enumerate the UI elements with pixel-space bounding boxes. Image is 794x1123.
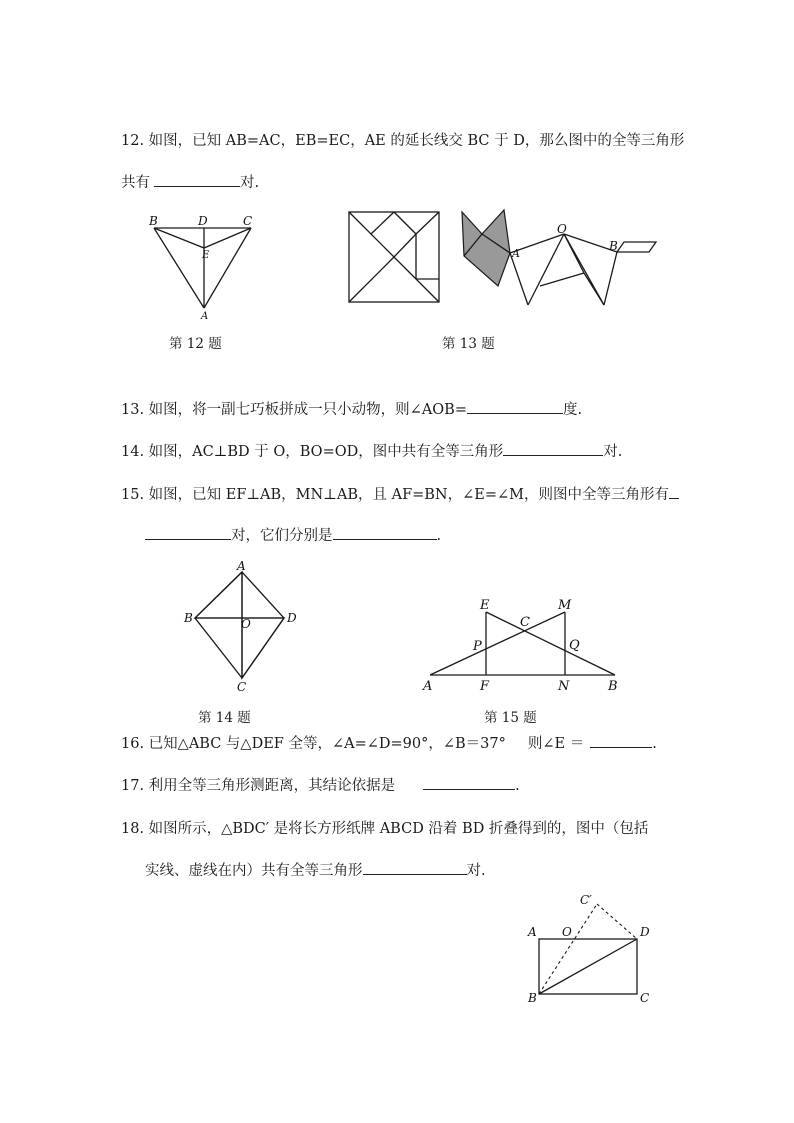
fig15-label-N: N [558,679,570,694]
fig15-label-P: P [473,639,482,654]
q12-line2-pre: 共有 [121,175,150,191]
q14-text-pre: 14. 如图，AC⊥BD 于 O，BO=OD，图中共有全等三角形 [121,444,504,460]
fig18-label-A: A [528,925,537,939]
q15-line1 [121,483,679,504]
q12-line1: 12. 如图，已知 AB=AC，EB=EC，AE 的延长线交 BC 于 D，那么图中的全等三角形 [121,133,685,149]
figure-13-tangram-square [347,210,442,305]
q15-line2-mid: 对，它们分别是 [231,528,333,544]
q15-line1-text: 15. 如图，已知 EF⊥AB，MN⊥AB，且 AF=BN，∠E=∠M，则图中全等三角形有 [121,487,669,503]
q16-line [121,732,657,753]
q13-answer-blank[interactable] [467,398,563,414]
q13-text-post: 度. [562,402,583,418]
q14-line [121,440,622,461]
fig14-label-B: B [184,611,193,625]
fig18-label-C: C [640,991,650,1005]
figure-15 [420,595,625,695]
q15-line1-blank[interactable] [669,483,679,499]
fig12-label-C: C [243,214,253,228]
figure-12 [140,212,270,322]
fig18-label-Cprime: C′ [580,893,592,907]
q18-line1: 18. 如图所示，△BDC′ 是将长方形纸牌 ABCD 沿着 BD 折叠得到的，图中（包括 [121,821,649,837]
fig14-label-C: C [237,680,247,694]
fig15-label-F: F [480,679,490,694]
fig15-caption: 第 15 题 [484,710,537,726]
q17-text-post: . [515,778,520,794]
q17-line [121,774,520,795]
fig14-caption: 第 14 题 [198,710,251,726]
fig12-label-B: B [149,214,158,228]
fig15-label-E: E [480,598,490,613]
fig15-label-M: M [558,598,572,613]
q18-line2-pre: 实线、虚线在内）共有全等三角形 [145,863,363,879]
fig13-caption: 第 13 题 [442,336,495,352]
q14-text-post: 对. [603,444,623,460]
q15-line2-end: . [436,528,442,544]
fig13-label-O: O [557,222,567,236]
q12-answer-blank[interactable] [154,171,240,187]
q16-answer-blank[interactable] [590,732,652,748]
fig14-label-A: A [237,559,246,573]
fig12-caption: 第 12 题 [169,336,222,352]
q16-text-pre: 16. 已知△ABC 与△DEF 全等，∠A=∠D=90°，∠B＝37° [121,736,506,752]
fig13-label-A: A [512,247,520,260]
fig12-label-D: D [198,214,208,228]
q18-line2-post: 对. [466,863,486,879]
fig15-label-B: B [608,679,618,694]
q17-text-pre: 17. 利用全等三角形测距离，其结论依据是 [121,778,396,794]
fig13-label-B: B [609,239,618,253]
q15-line2 [145,524,441,545]
q13-line [121,398,582,419]
fig18-label-D: D [640,925,650,939]
q18-line2 [145,859,486,880]
q12-line2-post: 对. [240,175,260,191]
figure-18 [520,890,660,1010]
q15-pairs-blank[interactable] [333,524,437,540]
fig18-label-O: O [562,925,572,939]
q18-answer-blank[interactable] [363,859,467,875]
q16-text-post: . [652,736,657,752]
fig15-label-C: C [520,615,530,630]
fig14-label-D: D [287,611,297,625]
fig12-label-E: E [202,250,210,261]
q13-text-pre: 13. 如图，将一副七巧板拼成一只小动物，则∠AOB= [121,402,467,418]
fig12-label-A: A [201,311,209,322]
q16-text-mid: 则∠E ＝ [527,736,585,752]
q12-line2 [121,171,259,192]
q14-answer-blank[interactable] [503,440,603,456]
fig14-label-O: O [241,617,251,631]
fig15-label-Q: Q [569,638,580,653]
figure-13-animal [460,208,665,313]
fig15-label-A: A [423,679,433,694]
fig18-label-B: B [528,991,537,1005]
q15-count-blank[interactable] [145,524,231,540]
figure-14 [180,560,305,695]
q17-answer-blank[interactable] [423,774,515,790]
